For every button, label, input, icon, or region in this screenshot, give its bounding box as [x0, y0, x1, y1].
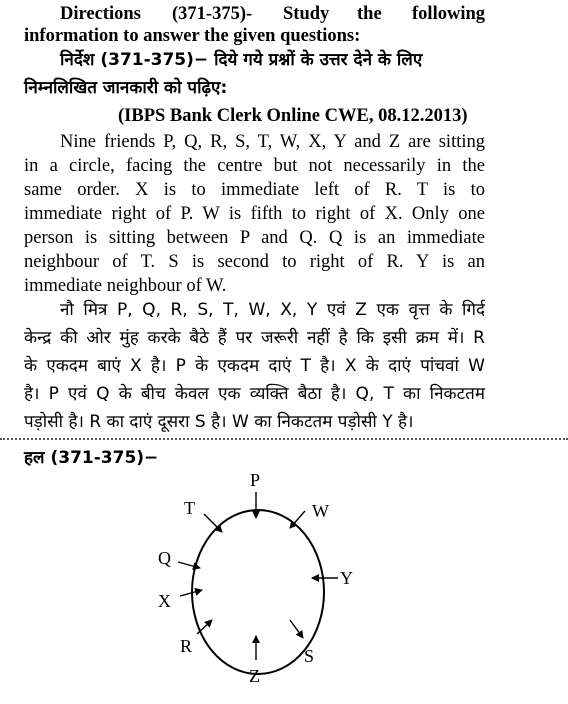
arrow-r — [197, 620, 212, 634]
directions-label: Directions — [60, 4, 141, 24]
directions-word-following: following — [412, 4, 485, 24]
directions-range: (371-375)- — [172, 4, 253, 24]
paragraph-en-line: immediate right of P. W is fifth to right of X. Only one — [24, 204, 485, 224]
solution-heading: हल (371-375)− — [24, 448, 159, 468]
arrow-t — [204, 514, 222, 532]
person-label-y: Y — [340, 568, 353, 588]
person-label-r: R — [180, 636, 193, 656]
person-label-p: P — [250, 470, 261, 490]
directions-en-line2: information to answer the given questions: — [24, 26, 361, 46]
arrow-x — [180, 590, 202, 596]
directions-word-study: Study — [283, 4, 330, 24]
arrow-s — [290, 620, 303, 638]
paragraph-en-line: same order. X is to immediate left of R. T is to — [24, 180, 485, 200]
directions-hi-line1: निर्देश (371-375)− दिये गये प्रश्नों के उत्तर देने के लिए — [60, 50, 423, 70]
paragraph-hi-line: केन्द्र की ओर मुंह करके बैठे हैं पर जरूरी नहीं है कि इसी क्रम में। R — [24, 328, 485, 348]
paragraph-hi-line: के एकदम बाएं X है। P के एकदम दाएं T है। X के दाएं पांचवां W — [24, 356, 485, 376]
person-label-q: Q — [158, 548, 171, 568]
person-label-t: T — [184, 498, 195, 518]
paragraph-en-line: immediate neighbour of W. — [24, 276, 227, 296]
paragraph-hi-line: पड़ोसी है। R का दाएं दूसरा S है। W का निकटतम पड़ोसी Y है। — [24, 412, 414, 432]
paragraph-hi-line: है। P एवं Q के बीच केवल एक व्यक्ति बैठा है। Q, T का निकटतम — [24, 384, 485, 404]
paragraph-en-line: Nine friends P, Q, R, S, T, W, X, Y and Z are sitting — [60, 132, 485, 152]
paragraph-hi-line: नौ मित्र P, Q, R, S, T, W, X, Y एवं Z एक वृत्त के गिर्द — [60, 300, 485, 320]
paragraph-en-line: person is sitting between P and Q. Q is an immediate — [24, 228, 485, 248]
person-label-s: S — [304, 646, 315, 666]
person-label-x: X — [158, 591, 171, 611]
directions-hi-line2: निम्नलिखित जानकारी को पढ़िए: — [24, 78, 228, 98]
paragraph-en-line: neighbour of T. S is second to right of R. Y is an — [24, 252, 485, 272]
paragraph-en-line: in a circle, facing the centre but not necessarily in the — [24, 156, 485, 176]
directions-word-the: the — [357, 4, 382, 24]
exam-source: (IBPS Bank Clerk Online CWE, 08.12.2013) — [118, 106, 468, 126]
person-label-w: W — [312, 501, 329, 521]
person-label-z: Z — [249, 666, 260, 686]
